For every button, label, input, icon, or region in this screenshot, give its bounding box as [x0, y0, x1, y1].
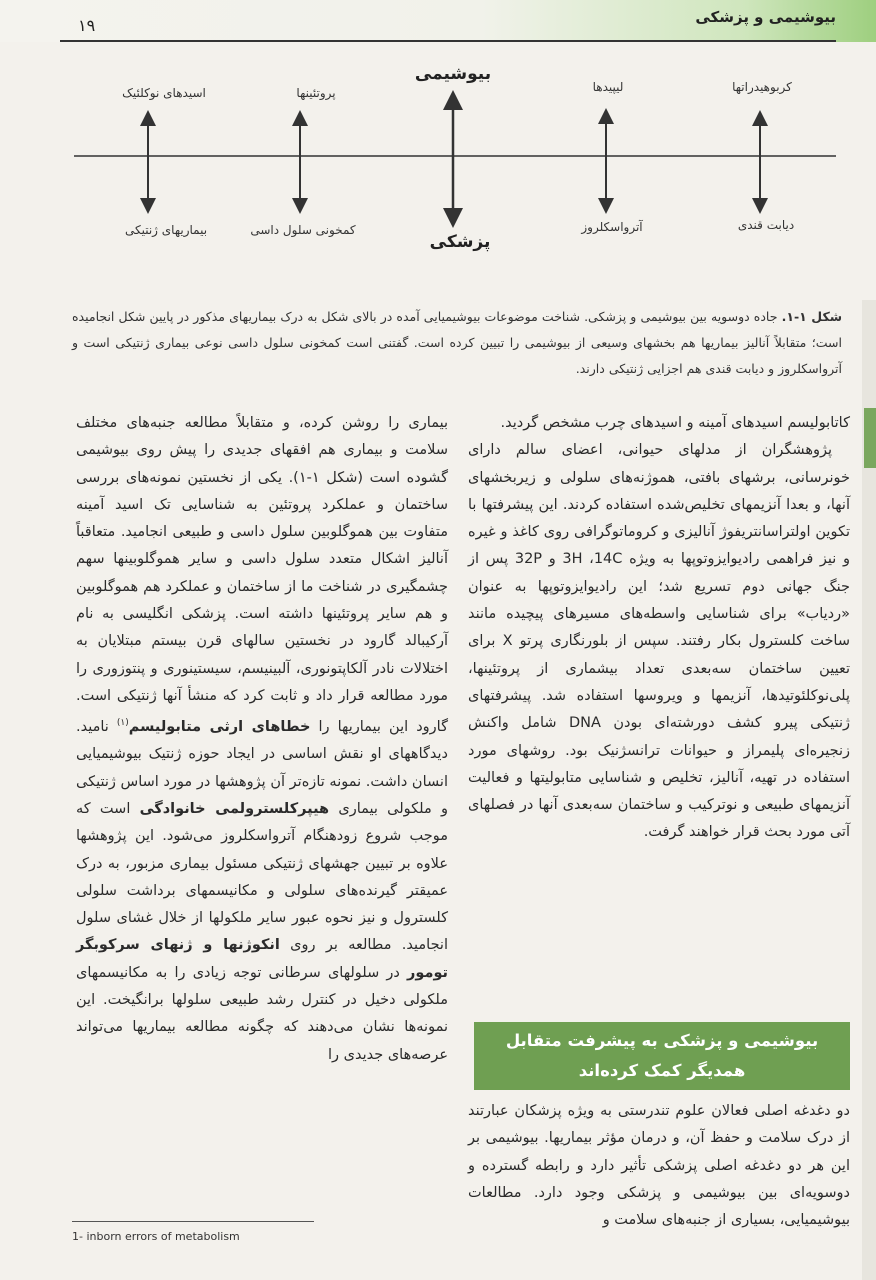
caption-text: جاده دوسویه بین بیوشیمی و پزشکی. شناخت موضوعات بیوشیمیایی آمده در بالای شکل به درک بیماریهای مذکور در پایین شکل انجامیده است؛ متقابلاً آنالیز بیماریها هم بخشهای وسیعی از بیوشیمی را تبیین کرده است. گفتنی است کمخونی سلول داسی نوعی بیماری ژنتیکی است و آترواسکلروز و دیابت قندی هم اجزایی ژنتیکی دارند. [72, 309, 842, 376]
right-column-lower [468, 1098, 850, 1234]
page-number: ۱۹ [78, 16, 96, 35]
label-diabetes: دیابت قندی [737, 218, 795, 232]
text-run: بیماری را روشن کرده، و متقابلاً مطالعه جنبه‌های مختلف سلامت و بیماری هم افقهای جدیدی را پیش روی بیوشیمی گشوده است (شکل ۱-۱). یکی از نخستین نمونه‌های بررسی ساختمان و عملکرد پروتئین به شناسایی تک اسید آمینه متفاوت بین هموگلوبین سلول داسی و طبیعی انجامید. متعاقباً آنالیز اشکال متعدد سلول داسی و سایر هموگلوبینها سهم چشمگیری در شناخت ما از ساختمان و عملکرد هم هموگلوبین و هم سایر پروتئینها داشته است. پزشکی انگلیسی به نام آرکیبالد گارود در نخستین سالهای قرن بیستم مبتلایان به اختلالات نادر آلکاپتونوری، آلبینیسم، سیستینوری و پنتوزوری را مورد مطالعه قرار داد و ثابت کرد که منشأ آنها ژنتیکی است. گارود این بیماریها را [76, 415, 448, 736]
left-column [76, 410, 448, 1069]
bold-term-hypercholesterolemia: هیپرکلسترولمی خانوادگی [139, 800, 330, 817]
section-heading: بیوشیمی و پزشکی به پیشرفت متقابل همدیگر کمک کرده‌اند [474, 1022, 850, 1090]
label-nucleic-acids: اسیدهای نوکلئیک [122, 86, 206, 100]
text-run: در سلولهای سرطانی توجه زیادی را به مکانیسمهای ملکولی دخیل در کنترل رشد طبیعی سلولها برانگیخت. این نمونه‌ها نشان می‌دهند که چگونه مطالعه بیماریها می‌تواند عرصه‌های جدیدی را [76, 964, 448, 1063]
text-run: نامید. دیدگاههای او نقش اساسی در ایجاد حوزه ژنتیک بیوشیمیایی انسان داشت. نمونه تازه‌تر آن پژوهشها در مورد اساس ژنتیکی و ملکولی بیماری [76, 719, 448, 817]
label-lipids: لیپیدها [592, 80, 624, 94]
caption-lead: شکل ۱-۱. [781, 309, 843, 324]
bold-term-oncogenes: انکوژنها و ژنهای سرکوبگر تومور [76, 937, 448, 981]
right-column [468, 410, 850, 847]
label-medicine: پزشکی [429, 232, 491, 252]
footnote-mark: (۱) [116, 718, 129, 729]
footnote-divider [72, 1221, 314, 1222]
text-run: است که موجب شروع زودهنگام آترواسکلروز می‌شود. این پژوهشها علاوه بر تبیین جهشهای ژنتیکی مسئول بیماری مزبور، به درک عمیقتر گیرنده‌های سلولی و مکانیسمهای برداشت سلولی کلسترول و نیز نحوه عبور سایر ملکولها از خلال غشای سلول انجامید. مطالعه بر روی [76, 800, 448, 954]
paragraph: کاتابولیسم اسیدهای آمینه و اسیدهای چرب مشخص گردید. [500, 415, 850, 431]
paragraph: پژوهشگران از مدلهای حیوانی، اعضای سالم دارای خونرسانی، برشهای بافتی، هموژنه‌های سلولی و زیربخشهای آنها، و بعدا آنزیمهای تخلیص‌شده استفاده کردند. این پیشرفتها با تکوین اولتراسانتریفوژ آنالیزی و کروماتوگرافی روی کاغذ و غیره و نیز فراهمی رادیوایزوتوپها به ویژه 3H ،14C و 32P پس از جنگ جهانی دوم تسریع شد؛ این رادیوایزوتوپها به عنوان «ردیاب» برای شناسایی واسطه‌های مسیرهای پیچیده مانند ساخت کلسترول بکار رفتند. سپس از بلورنگاری پرتو X برای تعیین ساختمان سه‌بعدی تعداد بیشماری از پروتئینها، پلی‌نوکلئوتیدها، آنزیمها و ویروسها استفاده شد. پیشرفتهای ژنتیکی پیرو کشف دورشته‌ای بودن DNA شامل واکنش زنجیره‌ای پلیمراز و حیوانات ترانسژنیک بود. روشهای مورد استفاده در تهیه، آنالیز، تخلیص و شناسایی متابولیتها و فعالیت آنزیمهای طبیعی و نوترکیب و ساختمان سه‌بعدی آنها در فصلهای آتی مورد بحث قرار خواهند گرفت. [468, 442, 851, 841]
label-atherosclerosis: آترواسکلروز [581, 220, 643, 234]
label-genetic-diseases: بیماریهای ژنتیکی [124, 223, 208, 237]
paragraph [76, 410, 448, 1069]
bold-term-inborn-errors: خطاهای ارثی متابولیسم [128, 719, 311, 736]
label-carbohydrates: کربوهیدراتها [732, 80, 792, 94]
label-biochemistry: بیوشیمی [414, 64, 492, 84]
label-proteins: پروتئینها [296, 86, 336, 100]
figure-caption [72, 304, 842, 382]
chapter-tab [864, 408, 876, 468]
paragraph: دو دغدغه اصلی فعالان علوم تندرستی به ویژه پزشکان عبارتند از درک سلامت و حفظ آن، و درمان مؤثر بیماریها. بیوشیمی بر این هر دو دغدغه اصلی پزشکی تأثیر دارد و رابطه گسترده و دوسویه‌ای بین بیوشیمی و پزشکی وجود دارد. مطالعات بیوشیمیایی، بسیاری از جنبه‌های سلامت و [468, 1103, 850, 1229]
running-title: بیوشیمی و پزشکی [695, 8, 836, 26]
label-sickle-cell: کمخونی سلول داسی [250, 223, 356, 237]
figure-biochemistry-medicine [60, 60, 850, 300]
footnote: 1- inborn errors of metabolism [72, 1230, 240, 1243]
header-divider [60, 40, 836, 42]
